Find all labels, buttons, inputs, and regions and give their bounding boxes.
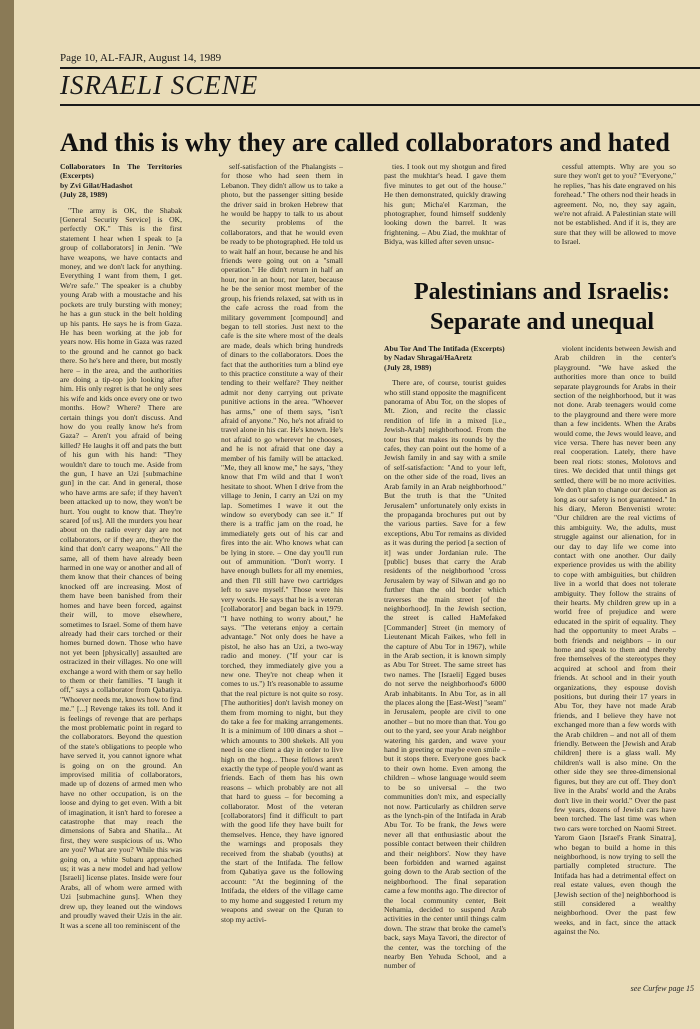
- running-head: Page 10, AL-FAJR, August 14, 1989: [60, 52, 222, 64]
- article1-author: by Zvi Gilat/Hadashot: [60, 180, 133, 190]
- article2-text-col1: There are, of course, tourist guides who still stand opposite the magnificent panorama of Abu Tor, on the slopes of Mt. Zion, and recite the classic rendition of life in a mixed [i.e., Jewish-Arab] neighborhood. From the tour bus that makes its rounds by the cafes, they can point out the home of a Jewish family in and say with a smile of self-satisfaction: "And to your left, on the other side of the road, lives an Arab family in an Arab neighborhood." But the truth is that the "United Jerusalem" unfortunately only exists in the propaganda brochures put out by the various parties. Save for a few exceptions, Abu Tor remains as divided as it was during the period [a section of it] was under Jordanian rule. The [public] buses that carry the Arab residents of the neighborhood 'cross Jerusalem by way of Silwan and go no further than the old border which traverses the main street [of the neighborhood]. In the Jewish section, the street is called HaMefaked [Commander] Street (in memory of Lieutenant Micah Faikes, who fell in the capture of Abu Tor in 1967), while in the Arab section, it is known simply as Abu Tor Street. The same street has two names. The [Israeli] Egged buses do not serve the neighborhood's 6000 Arab inhabitants. In Abu Tor, as in all the places along the [East-West] "seam" in Jerusalem, people are civil to one another – but no more than that. You go out to the yard, see your Arab neighbor watering his garden, and wave your hand in greeting or maybe even smile – but it stops there. Everyone goes back to their own home. Even among the children – whose language would seem to be so universal – the two communities don't mix, and especially not now. Particularly as children serve as the lynch-pin of the Intifada in Arab Abu Tor. To be frank, the Jews were never all that enthusiastic about the possible contact between their children and their neighbors'. Now they have been forbidden and warned against going down to the Arab section of the neighborhood. The final separation came a few months ago. The director of the local community center, Beit Nehamia, decided to suspend Arab activities in the center until things calm down. The straw that broke the camel's back, says Maya Tavori, the director of the center, was the torching of the nearby Ben Yehuda School, and a number of: [384, 378, 506, 971]
- article2-text-col2: violent incidents between Jewish and Arab children in the center's playground. "We have asked the authorities more than once to build separate playgrounds for Arabs in their section of the neighborhood, but it was not done. Arab teenagers would come to the playground and there were more than a few incidents. When the Arabs would come, the Jews would leave, and vice versa. There has never been any real cooperation. Lately, there have been real riots: stones, Molotovs and tires. We decided that until things get settled, there will be no more activities. We don't plan to change our decision as long as our safety is not guaranteed." In his diary, Meron Benvenisti wrote: "Our children are the real victims of this ambiguity. We, the adults, must struggle against our alienation, for in our day to day life we come into contact with one another. Our daily experience provides us with the ability to cope with ambiguities, but children live in a world that does not tolerate ambiguity. They follow the strains of their hearts. My children grew up in a world free of prejudice and were educated in the spirit of equality. They had the opportunity to meet Arabs – both friends and neighbors – in our home and speak to them and thereby free themselves of the stereotypes they acquired at school and from their friends. At school and in their youth organizations, they espouse dovish positions, but during their 17 years in Abu Tor, they have not made Arab friends, and I believe they have not exchanged more than a few words with the Arab children – and not all of them friendly. Between the [Jewish and Arab children] there is a glass wall. My children's wall is also mine. On the other side they see three-dimensional figures, but they are cut off. They don't live in the Arabs' world and the Arabs don't live in their world." Over the past few years, dozens of Jewish cars have been torched. The last time was when two cars were torched on Naomi Street. Yarom Gaon [Israel's Frank Sinatra], who began to build a home in this neighborhood, is now trying to sell the partially completed structure. The Intifada has had a detrimental effect on real estate values, even though the [Jewish section of the] neighborhood is still considered a wealthy neighborhood. Over the past few weeks, and in fact, since the attack against the No.: [554, 344, 676, 937]
- article2-column-2: [554, 344, 676, 980]
- article1-text-col1: "The army is OK, the Shabak [General Security Service] is OK, perfectly OK." This is the first statement I hear when I speak to [a group of collaborators] in Jenin. "We have weapons, we have contacts and money, and we don't lack for anything. Everything I want from them, I get. We're safe." The speaker is a chubby young Arab with a moustache and his pockets are truly bursting with money; he has a gun stuck in the belt holding up his pants. He says he is from Gaza. He has been working at the job for years now. His home in Gaza was razed to the ground and he cannot go back there. So he's here and there, but mostly here – in the area, and the authorities are doing a tip-top job looking after him. His only regret is that he only sees his wife and kids once every one or two months. How? Where? There are certain things you don't discuss. And how do you really know he's from Gaza? – Aren't you afraid of being killed? He laughs it off and pats the butt of his gun with his hand: "They wouldn't dare to touch me. Aside from the gun, I have an Uzi [submachine gun] in the car. And in general, those who have arms are safe; if they haven't been attacked up to now, they won't be hurt. You ought to know that. They're scared [of us]. All the murders you hear about on the radio every day are not collaborators, or if they are, they're the kind that don't carry weapons." All the same, all of them have already been harmed in one way or another and all of them know that their chances of being knocked off are increasing. Most of them have been banished from their homes and have been forced, against their will, to move elsewhere, sometimes to Israel. Some of them have already had their cars torched or their homes burned down. Those who have not yet been [physically] assaulted are ostracized in their villages. No one will exchange a word with them or say hello to them or their families. "I laugh it off," says a collaborator from Qabatiya. "Whoever needs me, knows how to find me." [...] Revenge takes its toll. And it is feelings of revenge that are perhaps the most problematic point in regard to the collaborators. Beyond the question of the state's obligations to people who have served it, you cannot ignore what is going on on the ground. An improvised militia of collaborators, made up of dozens of armed men who have no other occupation, is on the loose and dying to get even. With a bit of imagination, it isn't hard to foresee a catastrophe that may reach the dimensions of Sabra and Shatila... At first, they were suspicious of us. Who are you? What are you? While this was going on, a white Subaru approached us; it was a new model and had yellow [Israeli] license plates. Inside were four Arabs, all of whom were armed with Uzi [submachine guns]. When they drew up, they leaned out the windows and proudly waved their Uzis in the air. It was a scene all too reminiscent of the: [60, 205, 182, 930]
- article2-author: by Nadav Shragai/HaAretz: [384, 353, 473, 363]
- article1-source: Collaborators In The Territories (Excerpts): [60, 162, 182, 181]
- section-rule: [60, 104, 700, 106]
- article1-column-3: [384, 162, 506, 268]
- top-rule: [60, 67, 700, 69]
- article1-text-col2: self-satisfaction of the Phalangists – for those who had seen them in Lebanon. They didn't allow us to take a photo, but the passenger sitting beside the driver said in broken Hebrew that he would be happy to talk to us about the security problems of the collaborators, and that he would even be ready to be photographed. He told us to wait half an hour, because he and his friends were going out on a "small operation." He didn't return in half an hour, nor in an hour, nor later, because he be the senior most member of the group, his friends relaxed, sat with us in the cafe across the road from the military government [compound] and began to tell stories. Just next to the cafe is the site where most of the deals are made, deals which bring hundreds of dinars to the collaborators. Does the fact that the authorities turn a blind eye to this practice constitute a way of their tending to their welfare? They neither admit nor deny carrying out private punitive actions in the area. "Whoever has arms," one of them says, "isn't afraid of anyone." No, he's not afraid to travel alone in his car. He's known. He's not afraid to go wherever he chooses, and he is not afraid that one day a member of his family will be attacked. "Me, they all know me," he says, "they know that I'm wild and that I won't hesitate to shoot. When I drive from the village to Jenin, I carry an Uzi on my lap. Sometimes I wave it out the window so everybody can see it." If there is a traffic jam on the road, he immediately gets out of his car and fires into the air. Who knows what can be lying in store. – One day you'll run out of ammunition. "Don't worry. I have enough bullets for all my enemies, and then I'll still have two cartridges left to save myself." Those were his very words. He says that he is a veteran [collaborator] and began back in 1979. "I have nothing to worry about," he says. "The veterans enjoy a certain advantage." Not only does he have a pistol, he also has an Uzi, a two-way radio and money. ("If your car is torched, they immediately give you a new one. They're not cheap when it comes to us.") It's reasonable to assume that the real picture is not quite so rosy. [The authorities] don't lavish money on them from morning to night, but they do take a fee for making arrangements. It is a minimum of 100 dinars a shot – which amounts to 300 shekels. All you need is one client a day in order to live high on the hog... These fellows aren't exactly the type of people you'd want as friends. Each of them has his own reasons – which probably are not all that hard to guess – for becoming a collaborator. Most of the veteran [collaborators] find it difficult to part with the good life they have built for themselves. Hence, they have ignored the warnings and proposals they received from the shabab (youths) at the start of the Intifada. The fellow from Qabatiya gave us the following account: "At the beginning of the Intifada, the elders of the village came to my home and suggested I return my weapons and swear on the Quran to stop my activi-: [221, 162, 343, 924]
- article2-column-1: [384, 344, 506, 1018]
- article2-byline: [384, 344, 506, 372]
- continued-jump-line: see Curfew page 15: [630, 984, 694, 993]
- article1-headline: And this is why they are called collaborators and hated: [60, 128, 670, 157]
- article1-column-1: [60, 162, 182, 1018]
- article1-byline: [60, 162, 182, 200]
- article2-headline: [384, 277, 700, 337]
- article1-text-col4: cessful attempts. Why are you so sure they won't get to you? "Everyone," he replies, "has his date engraved on his forehead." The others nod their heads in agreement. No, no, they say again, we're not afraid. A Palestinian state will not be established. And if it is, they are sure that they will be allowed to move to Israel.: [554, 162, 676, 247]
- article2-headline-line2: Separate and unequal: [429, 309, 655, 335]
- newspaper-page: [14, 0, 700, 1029]
- article2-date: (July 28, 1989): [384, 362, 432, 372]
- article1-date: (July 28, 1989): [60, 190, 108, 200]
- article1-column-2: [221, 162, 343, 1018]
- article2-headline-line1: Palestinians and Israelis:: [413, 279, 671, 305]
- section-title: ISRAELI SCENE: [60, 70, 259, 100]
- article1-column-4: [554, 162, 676, 268]
- article2-source: Abu Tor And The Intifada (Excerpts): [384, 344, 505, 353]
- article1-text-col3: ties. I took out my shotgun and fired past the mukhtar's head. I gave them five minutes to get out of the house." He then demonstrated, quickly drawing his gun; Micha'el Karzman, the photographer, found himself suddenly looking down the barrel. It was frightening. – Abu Ziad, the mukhtar of Bidya, was killed after seven unsuc-: [384, 162, 506, 247]
